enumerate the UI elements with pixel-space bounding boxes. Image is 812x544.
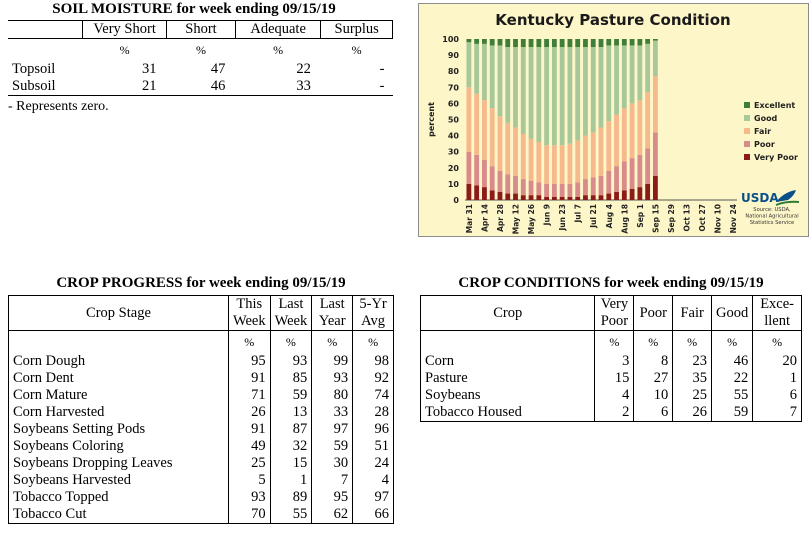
- x-tick-label: Aug 4: [604, 204, 614, 229]
- x-tick-label: Nov 24: [729, 204, 739, 234]
- table-row: Soybeans Setting Pods 91 87 97 96: [9, 421, 394, 438]
- col-good: Good: [711, 296, 752, 331]
- bar-very-poor: [474, 186, 479, 200]
- col-short: Short: [167, 21, 236, 39]
- col-very-short: Very Short: [83, 21, 167, 39]
- col-last-week: Last Week: [270, 296, 312, 331]
- x-tick-label: Jul 7: [573, 204, 583, 223]
- bar-fair: [474, 94, 479, 155]
- bar-fair: [653, 76, 658, 132]
- usda-logo-text: USDA: [741, 191, 779, 205]
- y-tick-label: 0: [453, 196, 459, 205]
- bar-good: [505, 47, 510, 123]
- legend-swatch: [744, 115, 750, 121]
- chart-source-note: Statistics Service: [749, 220, 795, 226]
- bar-good: [552, 47, 557, 145]
- bar-poor: [637, 155, 642, 187]
- bar-excellent: [637, 39, 642, 45]
- bar-very-poor: [490, 190, 495, 200]
- bar-excellent: [490, 39, 495, 45]
- bar-excellent: [606, 39, 611, 45]
- bar-good: [645, 44, 650, 92]
- bar-poor: [536, 182, 541, 195]
- x-tick-label: Nov 10: [713, 204, 723, 234]
- crop-conditions-unit-row: % % % % %: [421, 331, 802, 354]
- table-row: Tobacco Topped 93 89 95 97: [9, 489, 394, 506]
- bar-good: [466, 42, 471, 87]
- legend-label: Very Poor: [754, 153, 798, 162]
- bar-very-poor: [513, 194, 518, 200]
- bar-excellent: [575, 39, 580, 47]
- bar-fair: [622, 108, 627, 161]
- chart-source-note: National Agricultural: [745, 213, 799, 220]
- y-tick-label: 40: [447, 131, 459, 141]
- crop-conditions-table: [420, 295, 802, 422]
- chart-title: Kentucky Pasture Condition: [495, 11, 731, 29]
- bar-fair: [575, 140, 580, 182]
- bar-excellent: [474, 39, 479, 44]
- bar-fair: [544, 145, 549, 184]
- y-tick-label: 50: [447, 115, 459, 125]
- bar-very-poor: [606, 194, 611, 200]
- table-row: Tobacco Cut 70 55 62 66: [9, 506, 394, 524]
- col-excellent: Exce- llent: [753, 296, 802, 331]
- bar-very-poor: [529, 195, 534, 200]
- bar-excellent: [521, 39, 526, 47]
- bar-fair: [521, 134, 526, 179]
- bar-excellent: [544, 39, 549, 47]
- bar-poor: [591, 177, 596, 195]
- bar-excellent: [645, 39, 650, 44]
- bar-excellent: [536, 39, 541, 47]
- bar-poor: [599, 176, 604, 195]
- legend-label: Fair: [754, 127, 772, 136]
- x-tick-label: Oct 27: [698, 204, 708, 232]
- bar-poor: [653, 132, 658, 175]
- bar-very-poor: [544, 197, 549, 200]
- table-row: Corn Harvested 26 13 33 28: [9, 404, 394, 421]
- col-crop-stage: Crop Stage: [9, 296, 229, 331]
- bar-fair: [505, 123, 510, 175]
- bar-fair: [591, 132, 596, 177]
- x-tick-label: Apr 14: [480, 204, 490, 232]
- table-row: Subsoil 21 46 33 -: [8, 78, 393, 96]
- x-tick-label: Jun 9: [542, 204, 552, 226]
- bar-fair: [630, 103, 635, 158]
- table-row: Corn Dough 95 93 99 98: [9, 353, 394, 370]
- bar-excellent: [630, 39, 635, 45]
- bar-poor: [552, 184, 557, 197]
- bar-poor: [575, 182, 580, 196]
- bar-good: [614, 45, 619, 114]
- table-row: Corn Mature 71 59 80 74: [9, 387, 394, 404]
- bar-poor: [498, 171, 503, 192]
- bar-good: [482, 44, 487, 100]
- bar-good: [583, 47, 588, 136]
- bar-fair: [552, 145, 557, 184]
- x-tick-label: Jul 21: [589, 204, 599, 228]
- bar-fair: [560, 145, 565, 184]
- bar-fair: [568, 144, 573, 184]
- bar-excellent: [560, 39, 565, 47]
- bar-excellent: [622, 39, 627, 45]
- y-tick-label: 90: [447, 51, 459, 61]
- col-surplus: Surplus: [321, 21, 393, 39]
- bar-good: [536, 47, 541, 142]
- bar-excellent: [505, 39, 510, 47]
- bar-excellent: [498, 39, 503, 45]
- y-tick-label: 80: [447, 67, 459, 77]
- soil-moisture-table: [8, 20, 393, 96]
- bar-poor: [474, 155, 479, 186]
- bar-fair: [599, 128, 604, 176]
- bar-very-poor: [622, 190, 627, 200]
- bar-good: [606, 45, 611, 121]
- bar-poor: [614, 166, 619, 192]
- y-tick-label: 60: [447, 99, 459, 109]
- crop-progress-table: [8, 295, 394, 524]
- soil-moisture-unit-row: % % % %: [8, 39, 393, 62]
- bar-very-poor: [591, 195, 596, 200]
- bar-fair: [482, 100, 487, 160]
- crop-progress-unit-row: % % % %: [9, 331, 394, 354]
- x-tick-label: May 26: [527, 204, 537, 235]
- legend-swatch: [744, 154, 750, 160]
- bar-good: [474, 44, 479, 94]
- col-fair: Fair: [673, 296, 712, 331]
- table-row: Corn 3 8 23 46 20: [421, 353, 802, 370]
- bar-good: [575, 47, 580, 140]
- col-5yr-avg: 5-Yr Avg: [353, 296, 394, 331]
- bar-poor: [490, 166, 495, 190]
- x-tick-label: Aug 18: [620, 204, 630, 234]
- bar-good: [637, 45, 642, 100]
- table-row: Tobacco Housed 2 6 26 59 7: [421, 404, 802, 422]
- table-row: Soybeans Coloring 49 32 59 51: [9, 438, 394, 455]
- x-tick-label: Oct 13: [682, 204, 692, 232]
- bar-poor: [513, 176, 518, 194]
- crop-progress-title: CROP PROGRESS for week ending 09/15/19: [56, 275, 346, 291]
- bar-very-poor: [630, 189, 635, 200]
- crop-progress-section: [8, 275, 394, 524]
- bar-good: [521, 47, 526, 134]
- bar-very-poor: [653, 176, 658, 200]
- pasture-chart-svg: [419, 4, 808, 236]
- bar-excellent: [583, 39, 588, 47]
- x-tick-label: May 12: [511, 204, 521, 235]
- y-tick-label: 30: [447, 147, 459, 157]
- bar-poor: [529, 181, 534, 195]
- crop-conditions-title: CROP CONDITIONS for week ending 09/15/19: [458, 275, 764, 291]
- bar-good: [490, 45, 495, 108]
- legend-label: Excellent: [754, 101, 796, 110]
- legend-label: Good: [754, 114, 778, 123]
- bar-poor: [630, 158, 635, 189]
- bar-good: [599, 47, 604, 128]
- bar-very-poor: [560, 197, 565, 200]
- table-row: Soybeans Dropping Leaves 25 15 30 24: [9, 455, 394, 472]
- legend-swatch: [744, 141, 750, 147]
- bar-very-poor: [637, 187, 642, 200]
- bar-poor: [583, 179, 588, 195]
- bar-excellent: [482, 39, 487, 44]
- bar-poor: [482, 160, 487, 187]
- soil-moisture-section: [8, 1, 393, 115]
- col-very-poor: Very Poor: [595, 296, 634, 331]
- bar-excellent: [513, 39, 518, 47]
- bar-very-poor: [498, 192, 503, 200]
- x-tick-label: Sep 1: [635, 204, 645, 228]
- bar-good: [622, 45, 627, 108]
- bar-good: [498, 45, 503, 116]
- bar-fair: [583, 136, 588, 179]
- bar-excellent: [614, 39, 619, 45]
- bar-poor: [521, 179, 526, 195]
- bar-very-poor: [575, 197, 580, 200]
- x-tick-label: Apr 28: [495, 204, 505, 232]
- bar-good: [630, 45, 635, 103]
- legend-swatch: [744, 128, 750, 134]
- bar-fair: [466, 87, 471, 151]
- legend-swatch: [744, 102, 750, 108]
- bar-excellent: [552, 39, 557, 47]
- table-row: Soybeans 4 10 25 55 6: [421, 387, 802, 404]
- x-tick-label: Sep 15: [651, 204, 661, 233]
- x-tick-label: Mar 31: [464, 204, 474, 234]
- col-last-year: Last Year: [312, 296, 353, 331]
- crop-conditions-header-row: [421, 296, 802, 331]
- bar-very-poor: [466, 184, 471, 200]
- bar-excellent: [653, 39, 658, 41]
- bar-good: [591, 47, 596, 132]
- bar-excellent: [466, 39, 471, 42]
- bar-fair: [614, 115, 619, 167]
- legend-label: Poor: [754, 140, 775, 149]
- table-row: Corn Dent 91 85 93 92: [9, 370, 394, 387]
- y-tick-label: 20: [447, 163, 459, 173]
- bar-poor: [622, 161, 627, 190]
- bar-poor: [560, 184, 565, 197]
- table-row: Topsoil 31 47 22 -: [12, 61, 385, 77]
- col-this-week: This Week: [228, 296, 270, 331]
- bar-good: [568, 47, 573, 144]
- y-axis-label: percent: [427, 102, 436, 137]
- bar-good: [513, 47, 518, 128]
- col-poor: Poor: [634, 296, 673, 331]
- y-tick-label: 70: [447, 83, 459, 93]
- bar-poor: [466, 152, 471, 184]
- bar-very-poor: [536, 195, 541, 200]
- bar-fair: [637, 100, 642, 155]
- table-row: Pasture 15 27 35 22 1: [421, 370, 802, 387]
- bar-excellent: [568, 39, 573, 47]
- bar-very-poor: [521, 195, 526, 200]
- bar-good: [560, 47, 565, 145]
- bar-good: [653, 41, 658, 76]
- bar-very-poor: [505, 194, 510, 200]
- bar-fair: [498, 116, 503, 171]
- soil-moisture-note: - Represents zero.: [8, 99, 109, 114]
- pasture-condition-chart: [418, 3, 809, 237]
- bar-good: [544, 47, 549, 145]
- bar-very-poor: [583, 195, 588, 200]
- bar-fair: [606, 121, 611, 171]
- crop-progress-header-row: [9, 296, 394, 331]
- bar-excellent: [591, 39, 596, 47]
- x-tick-label: Jun 23: [558, 204, 568, 231]
- y-tick-label: 10: [447, 179, 459, 189]
- bar-fair: [645, 92, 650, 148]
- bar-excellent: [599, 39, 604, 47]
- bar-very-poor: [645, 184, 650, 200]
- bar-very-poor: [614, 192, 619, 200]
- crop-conditions-section: [420, 275, 802, 422]
- bar-very-poor: [552, 197, 557, 200]
- bar-poor: [505, 174, 510, 193]
- col-crop: Crop: [421, 296, 595, 331]
- bar-poor: [568, 184, 573, 197]
- y-tick-label: 100: [442, 35, 459, 44]
- bar-very-poor: [599, 195, 604, 200]
- bar-fair: [490, 108, 495, 166]
- bar-good: [529, 47, 534, 139]
- bar-excellent: [529, 39, 534, 47]
- table-row: Soybeans Harvested 5 1 7 4: [9, 472, 394, 489]
- bar-poor: [606, 171, 611, 194]
- bar-very-poor: [482, 187, 487, 200]
- bar-fair: [529, 139, 534, 181]
- bar-fair: [536, 142, 541, 182]
- soil-moisture-title: SOIL MOISTURE for week ending 09/15/19: [52, 1, 336, 17]
- soil-moisture-header-row: [8, 21, 393, 39]
- bar-fair: [513, 128, 518, 176]
- x-tick-label: Sep 29: [666, 204, 676, 233]
- bar-poor: [645, 148, 650, 183]
- bar-very-poor: [568, 197, 573, 200]
- bar-poor: [544, 184, 549, 197]
- col-adequate: Adequate: [235, 21, 320, 39]
- chart-source-note: Source: USDA,: [753, 207, 791, 213]
